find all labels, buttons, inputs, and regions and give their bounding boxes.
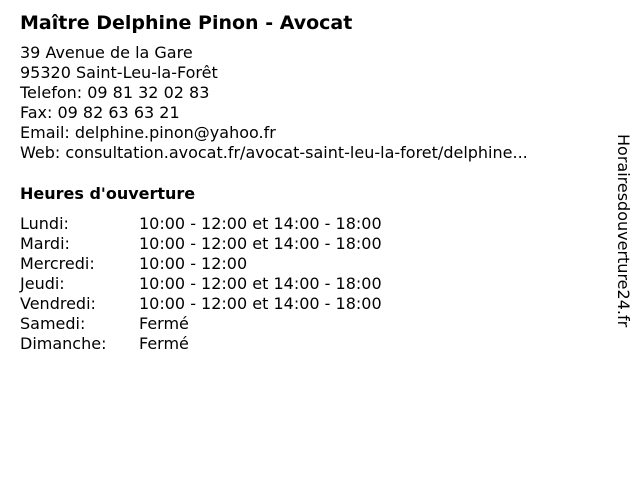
- page-title: Maître Delphine Pinon - Avocat: [20, 12, 353, 34]
- address-city: 95320 Saint-Leu-la-Forêt: [20, 63, 218, 82]
- website-url: Web: consultation.avocat.fr/avocat-saint-leu-la-foret/delphine...: [20, 143, 528, 162]
- site-brand: [612, 134, 634, 374]
- contact-info: [20, 43, 528, 163]
- opening-hours-heading: Heures d'ouverture: [20, 184, 196, 203]
- site-brand-label: Horairesdouverture24.fr: [614, 134, 633, 328]
- time-value: 10:00 - 12:00 et 14:00 - 18:00: [139, 214, 382, 233]
- address-street: 39 Avenue de la Gare: [20, 43, 193, 62]
- time-value: Fermé: [139, 314, 189, 333]
- day-label: Lundi:: [20, 214, 69, 233]
- day-label: Mardi:: [20, 234, 70, 253]
- time-value: 10:00 - 12:00 et 14:00 - 18:00: [139, 274, 382, 293]
- fax-number: Fax: 09 82 63 63 21: [20, 103, 180, 122]
- time-value: 10:00 - 12:00 et 14:00 - 18:00: [139, 234, 382, 253]
- day-label: Mercredi:: [20, 254, 95, 273]
- day-label: Vendredi:: [20, 294, 96, 313]
- day-label: Dimanche:: [20, 334, 107, 353]
- day-label: Samedi:: [20, 314, 86, 333]
- phone-number: Telefon: 09 81 32 02 83: [20, 83, 210, 102]
- time-value: Fermé: [139, 334, 189, 353]
- email-address: Email: delphine.pinon@yahoo.fr: [20, 123, 276, 142]
- time-value: 10:00 - 12:00: [139, 254, 248, 273]
- time-value: 10:00 - 12:00 et 14:00 - 18:00: [139, 294, 382, 313]
- day-label: Jeudi:: [20, 274, 65, 293]
